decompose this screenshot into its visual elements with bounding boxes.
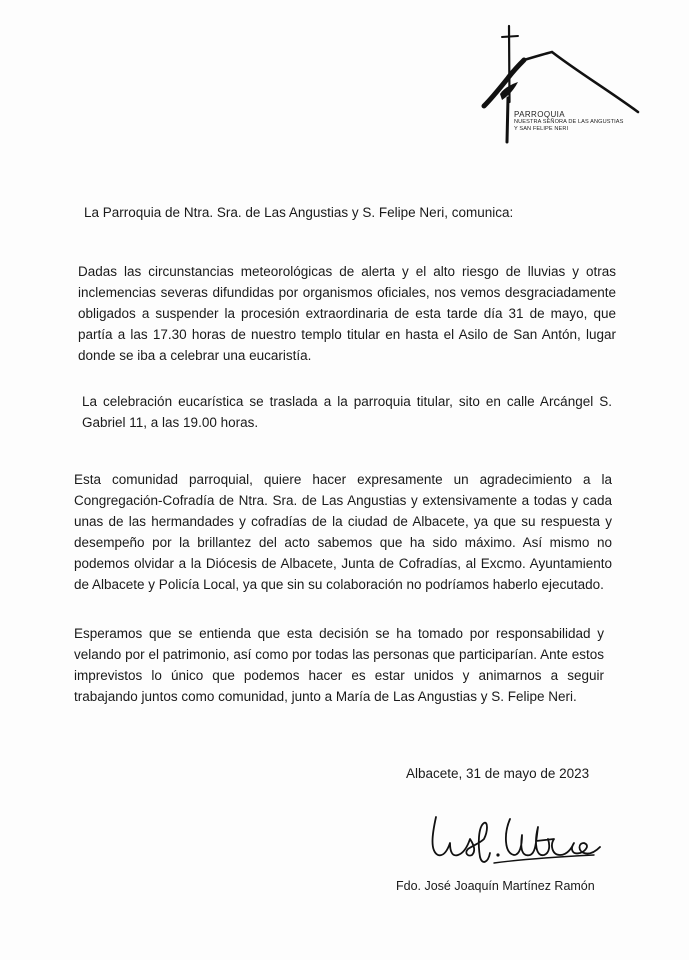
parish-subtitle-line2: Y SAN FELIPE NERI	[514, 125, 569, 132]
paragraph-acknowledgements: Esta comunidad parroquial, quiere hacer expresamente un agradecimiento a la Congregación-Cofradía de Ntra. Sra. de Las Angustias y extensivamente a todas y cada unas de las hermandades y cofradías de la ciudad de Albacete, ya que su respuesta y desempeño por la brillantez del acto sabemos que ha sido máximo. Así mismo no podemos olvidar a la Diócesis de Albacete, Junta de Cofradías, al Excmo. Ayuntamiento de Albacete y Policía Local, ya que sin su colaboración no podríamos haberlo ejecutado.	[74, 472, 612, 592]
signer-name: Fdo. José Joaquín Martínez Ramón	[396, 879, 595, 893]
parish-subtitle-line1: NUESTRA SEÑORA DE LAS ANGUSTIAS	[514, 119, 624, 126]
place-date: Albacete, 31 de mayo de 2023	[406, 766, 590, 781]
handwritten-signature	[424, 805, 604, 875]
letter-intro: La Parroquia de Ntra. Sra. de Las Angustias y S. Felipe Neri, comunica:	[84, 205, 514, 220]
letterhead-text	[514, 110, 623, 132]
parish-name: PARROQUIA	[514, 110, 566, 119]
paragraph-eucharist-relocation: La celebración eucarística se traslada a la parroquia titular, sito en calle Arcángel S. Gabriel 11, a las 19.00 horas.	[82, 394, 612, 430]
paragraph-weather-suspension: Dadas las circunstancias meteorológicas de alerta y el alto riesgo de lluvias y otras inclemencias severas difundidas por organismos oficiales, nos vemos desgraciadamente obligados a suspender la procesión extraordinaria de esta tarde día 31 de mayo, que partía a las 17.30 horas de nuestro templo titular en hasta el Asilo de San Antón, lugar donde se iba a celebrar una eucaristía.	[78, 264, 616, 363]
parish-logo	[478, 24, 658, 154]
signature-icon	[424, 805, 604, 875]
paragraph-closing-remarks: Esperamos que se entienda que esta decisión se ha tomado por responsabilidad y velando por el patrimonio, así como por todas las personas que participarían. Ante estos imprevistos lo único que podemos hacer es estar unidos y animarnos a seguir trabajando juntos como comunidad, junto a María de Las Angustias y S. Felipe Neri.	[74, 626, 604, 704]
church-roof-cross-icon	[478, 24, 658, 154]
